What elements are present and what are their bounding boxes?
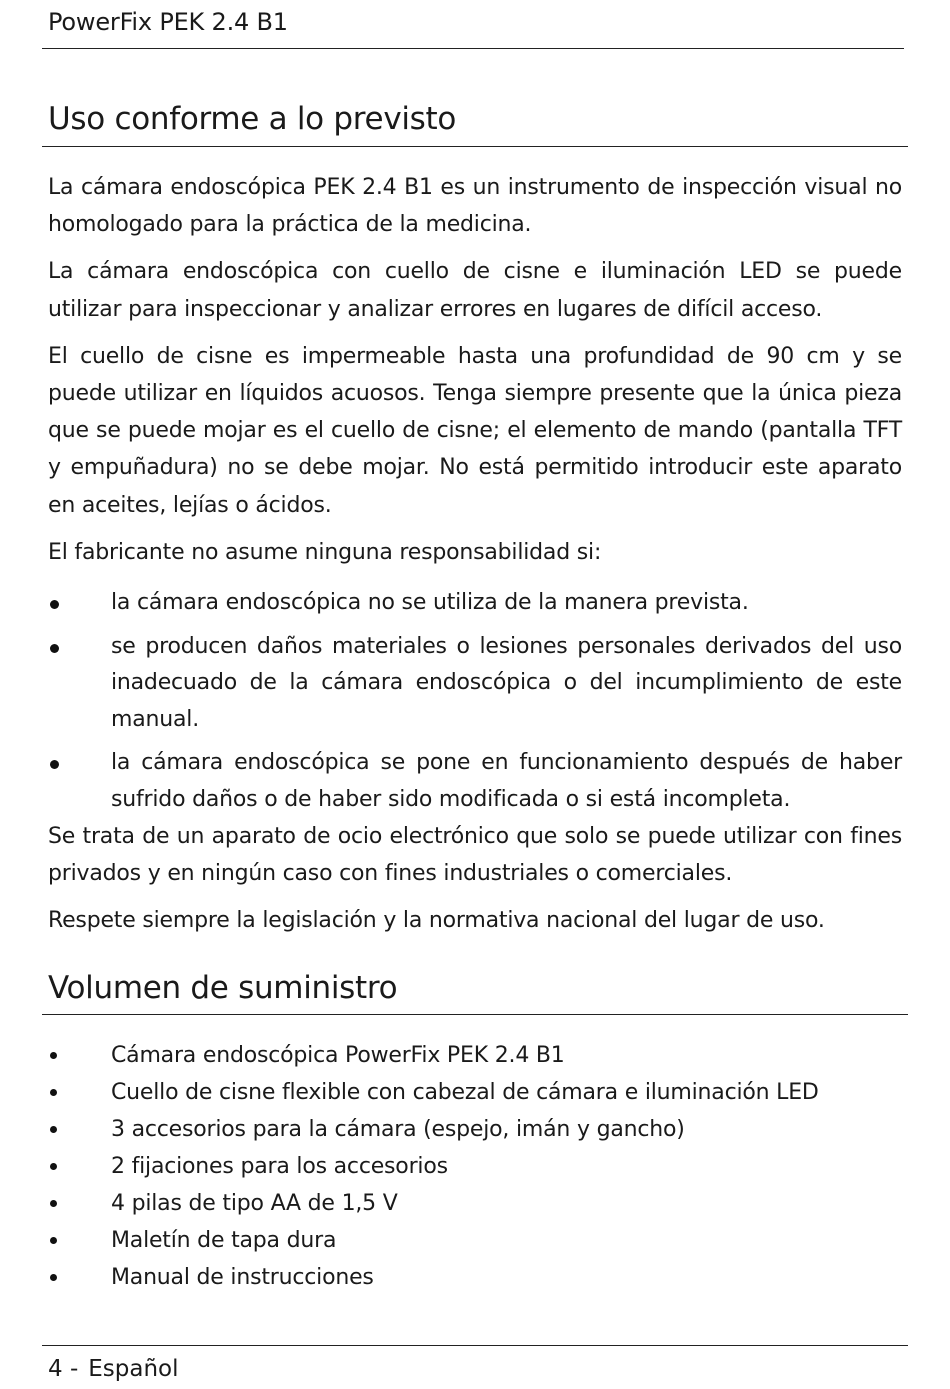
paragraph: El cuello de cisne es impermeable hasta una profundidad de 90 cm y se puede utilizar en líquidos acuosos. Tenga siempre presente que la única pieza que se puede mojar es el cuello de cisne; el elemento de mando (pantalla TFT y empuñadura) no se debe mojar. No está permitido introducir este aparato en aceites, lejías o ácidos. (48, 343, 902, 518)
list-item-text: la cámara endoscópica no se utiliza de la manera prevista. (111, 590, 749, 616)
bullet-icon (50, 1237, 57, 1244)
bullet-icon (50, 1163, 57, 1170)
list-item (48, 1111, 902, 1148)
list-item (48, 1259, 902, 1296)
list-item-text: se producen daños materiales o lesiones personales derivados del uso inadecuado de la cámara endoscópica o del incumplimiento de este manual. (111, 633, 902, 732)
list-item (48, 1037, 902, 1074)
list-item-text: Manual de instrucciones (111, 1265, 374, 1290)
scope-of-delivery-list (48, 1037, 902, 1296)
paragraph: Se trata de un aparato de ocio electrónico que solo se puede utilizar con fines privados y en ningún caso con fines industriales o comerciales. (48, 824, 902, 887)
list-item (48, 1185, 902, 1222)
list-item-text: Maletín de tapa dura (111, 1228, 337, 1253)
bullet-icon (50, 760, 59, 769)
list-item-text: 3 accesorios para la cámara (espejo, imán y gancho) (111, 1117, 685, 1142)
list-item (48, 1074, 902, 1111)
footer-rule (42, 1345, 908, 1346)
list-item-text: la cámara endoscópica se pone en funcionamiento después de haber sufrido daños o de haber sido modificada o si está incompleta. (111, 750, 902, 812)
list-item-text: 4 pilas de tipo AA de 1,5 V (111, 1191, 398, 1216)
footer-language: Español (88, 1356, 179, 1382)
bullet-icon (50, 1052, 57, 1059)
page-number: 4 - (48, 1356, 79, 1382)
paragraph: Respete siempre la legislación y la normativa nacional del lugar de uso. (48, 908, 825, 934)
page-footer (48, 1352, 179, 1386)
list-item-text: Cámara endoscópica PowerFix PEK 2.4 B1 (111, 1043, 565, 1068)
bullet-icon (50, 1126, 57, 1133)
bullet-icon (50, 1089, 57, 1096)
running-header: PowerFix PEK 2.4 B1 (48, 8, 288, 36)
paragraph: La cámara endoscópica con cuello de cisne e iluminación LED se puede utilizar para inspeccionar y analizar errores en lugares de difícil acceso. (48, 259, 902, 322)
intended-use-body (48, 169, 902, 950)
section-title-scope-of-delivery: Volumen de suministro (48, 970, 398, 1006)
list-item (48, 585, 902, 622)
liability-list (48, 585, 902, 818)
paragraph: El fabricante no asume ninguna responsabilidad si: (48, 539, 602, 565)
list-item-text: 2 fijaciones para los accesorios (111, 1154, 448, 1179)
paragraph: La cámara endoscópica PEK 2.4 B1 es un instrumento de inspección visual no homologado para la práctica de la medicina. (48, 175, 902, 238)
list-item (48, 1148, 902, 1185)
bullet-icon (50, 1200, 57, 1207)
list-item-text: Cuello de cisne flexible con cabezal de cámara e iluminación LED (111, 1080, 819, 1105)
list-item (48, 1222, 902, 1259)
list-item (48, 745, 902, 818)
bullet-icon (50, 1274, 57, 1281)
section-rule-intended-use (42, 146, 908, 147)
bullet-icon (50, 600, 59, 609)
header-rule (42, 48, 904, 49)
bullet-icon (50, 644, 59, 653)
list-item (48, 629, 902, 739)
section-title-intended-use: Uso conforme a lo previsto (48, 101, 457, 137)
section-rule-scope-of-delivery (42, 1014, 908, 1015)
